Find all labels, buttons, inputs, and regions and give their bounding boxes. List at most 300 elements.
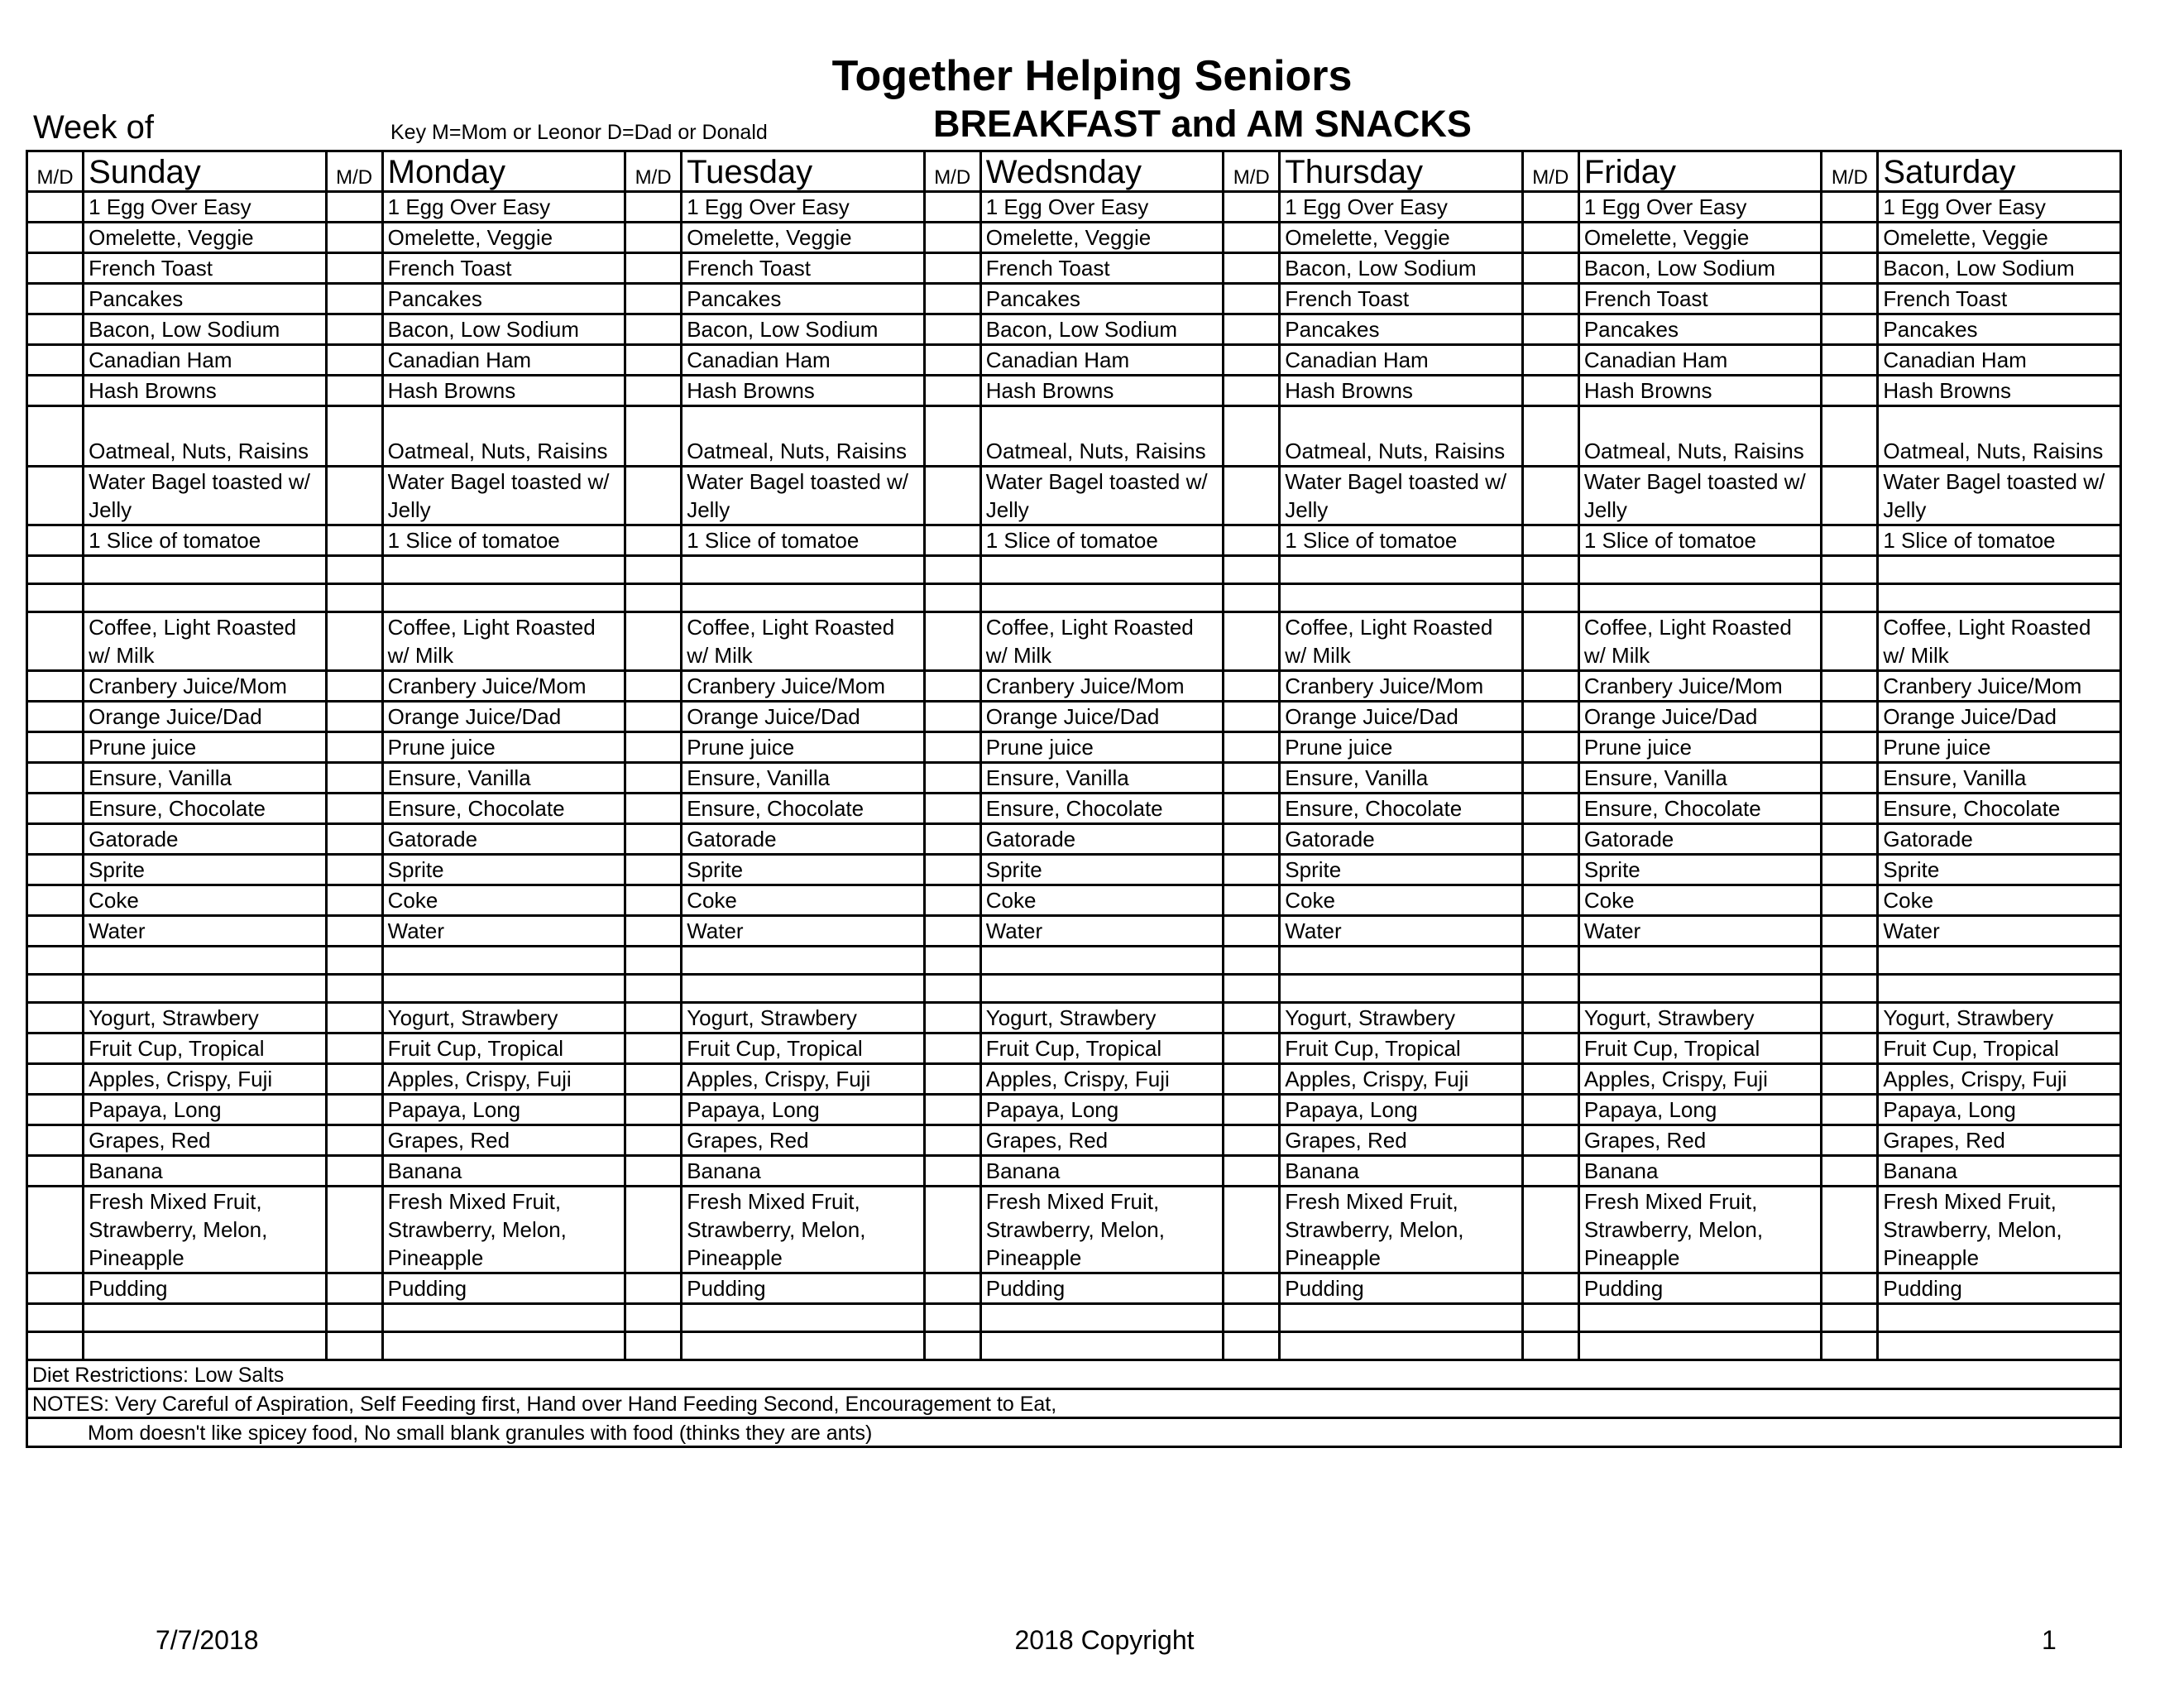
md-checkbox-cell[interactable] [924, 1156, 980, 1187]
md-checkbox-cell[interactable] [27, 1064, 84, 1095]
md-checkbox-cell[interactable] [1822, 671, 1878, 702]
md-checkbox-cell[interactable] [1522, 612, 1578, 671]
md-checkbox-cell[interactable] [27, 1125, 84, 1156]
menu-item-cell [682, 584, 924, 612]
md-checkbox-cell[interactable] [326, 1095, 382, 1125]
md-checkbox-cell[interactable] [326, 223, 382, 253]
menu-item-cell: Gatorade [1578, 824, 1821, 855]
md-checkbox-cell[interactable] [1522, 556, 1578, 584]
md-checkbox-cell[interactable] [1522, 947, 1578, 975]
md-checkbox-cell[interactable] [1522, 1033, 1578, 1064]
md-checkbox-cell[interactable] [924, 223, 980, 253]
md-checkbox-cell[interactable] [1822, 525, 1878, 556]
menu-item-cell: Sprite [382, 855, 625, 885]
md-checkbox-cell[interactable] [924, 671, 980, 702]
md-checkbox-cell[interactable] [924, 1187, 980, 1273]
md-checkbox-cell[interactable] [625, 192, 682, 223]
md-checkbox-cell[interactable] [1522, 1273, 1578, 1304]
md-checkbox-cell[interactable] [1822, 824, 1878, 855]
md-checkbox-cell[interactable] [27, 525, 84, 556]
menu-item-cell: Water [1878, 916, 2121, 947]
md-checkbox-cell[interactable] [924, 467, 980, 525]
md-checkbox-cell[interactable] [1224, 947, 1280, 975]
md-checkbox-cell[interactable] [625, 732, 682, 763]
md-checkbox-cell[interactable] [924, 1304, 980, 1332]
menu-item-cell: Gatorade [382, 824, 625, 855]
menu-item-cell: 1 Slice of tomatoe [84, 525, 326, 556]
day-header-monday: Monday [382, 151, 625, 192]
md-checkbox-cell[interactable] [1822, 223, 1878, 253]
md-checkbox-cell[interactable] [326, 702, 382, 732]
md-checkbox-cell[interactable] [27, 947, 84, 975]
md-checkbox-cell[interactable] [326, 671, 382, 702]
md-checkbox-cell[interactable] [326, 975, 382, 1003]
menu-item-cell [1578, 947, 1821, 975]
md-checkbox-cell[interactable] [1224, 1187, 1280, 1273]
md-checkbox-cell[interactable] [625, 612, 682, 671]
md-checkbox-cell[interactable] [1224, 406, 1280, 467]
md-checkbox-cell[interactable] [1822, 192, 1878, 223]
md-checkbox-cell[interactable] [27, 1187, 84, 1273]
md-checkbox-cell[interactable] [326, 732, 382, 763]
md-checkbox-cell[interactable] [27, 376, 84, 406]
md-checkbox-cell[interactable] [326, 1125, 382, 1156]
md-checkbox-cell[interactable] [1224, 467, 1280, 525]
md-checkbox-cell[interactable] [326, 1003, 382, 1033]
md-checkbox-cell[interactable] [1822, 345, 1878, 376]
md-checkbox-cell[interactable] [326, 1033, 382, 1064]
md-checkbox-cell[interactable] [924, 556, 980, 584]
md-checkbox-cell[interactable] [326, 284, 382, 314]
md-checkbox-cell[interactable] [27, 584, 84, 612]
menu-item-cell: Omelette, Veggie [682, 223, 924, 253]
md-checkbox-cell[interactable] [1822, 702, 1878, 732]
md-checkbox-cell[interactable] [924, 1125, 980, 1156]
md-checkbox-cell[interactable] [1522, 732, 1578, 763]
md-checkbox-cell[interactable] [1224, 975, 1280, 1003]
md-checkbox-cell[interactable] [27, 1095, 84, 1125]
md-checkbox-cell[interactable] [924, 1095, 980, 1125]
md-checkbox-cell[interactable] [1822, 584, 1878, 612]
md-checkbox-cell[interactable] [1822, 975, 1878, 1003]
header-row [27, 151, 2121, 192]
md-checkbox-cell[interactable] [326, 1064, 382, 1095]
md-checkbox-cell[interactable] [326, 916, 382, 947]
md-checkbox-cell[interactable] [1224, 1125, 1280, 1156]
md-checkbox-cell[interactable] [1522, 702, 1578, 732]
md-checkbox-cell[interactable] [924, 916, 980, 947]
md-checkbox-cell[interactable] [27, 1033, 84, 1064]
key-legend: Key M=Mom or Leonor D=Dad or Donald [390, 121, 768, 144]
md-checkbox-cell[interactable] [1224, 584, 1280, 612]
md-checkbox-cell[interactable] [27, 1332, 84, 1360]
md-checkbox-cell[interactable] [1224, 556, 1280, 584]
md-checkbox-cell[interactable] [625, 794, 682, 824]
menu-item-cell: Omelette, Veggie [1578, 223, 1821, 253]
md-checkbox-cell[interactable] [625, 1033, 682, 1064]
md-checkbox-cell[interactable] [924, 763, 980, 794]
menu-item-cell: Prune juice [382, 732, 625, 763]
md-checkbox-cell[interactable] [27, 885, 84, 916]
table-row [27, 855, 2121, 885]
md-checkbox-cell[interactable] [924, 732, 980, 763]
md-checkbox-cell[interactable] [1522, 376, 1578, 406]
md-checkbox-cell[interactable] [1522, 1125, 1578, 1156]
menu-item-cell: Water [682, 916, 924, 947]
md-checkbox-cell[interactable] [27, 671, 84, 702]
md-checkbox-cell[interactable] [625, 855, 682, 885]
menu-item-cell [682, 975, 924, 1003]
md-checkbox-cell[interactable] [1224, 1304, 1280, 1332]
md-checkbox-cell[interactable] [625, 1187, 682, 1273]
md-checkbox-cell[interactable] [326, 612, 382, 671]
md-checkbox-cell[interactable] [1522, 223, 1578, 253]
md-checkbox-cell[interactable] [1822, 1033, 1878, 1064]
md-checkbox-cell[interactable] [924, 525, 980, 556]
menu-item-cell [980, 947, 1223, 975]
md-checkbox-cell[interactable] [1522, 192, 1578, 223]
md-checkbox-cell[interactable] [1822, 1273, 1878, 1304]
md-checkbox-cell[interactable] [326, 885, 382, 916]
md-checkbox-cell[interactable] [27, 556, 84, 584]
md-checkbox-cell[interactable] [27, 824, 84, 855]
md-checkbox-cell[interactable] [1522, 525, 1578, 556]
md-checkbox-cell[interactable] [625, 467, 682, 525]
menu-item-cell: Bacon, Low Sodium [1878, 253, 2121, 284]
md-checkbox-cell[interactable] [1522, 406, 1578, 467]
menu-item-cell: Pancakes [1878, 314, 2121, 345]
menu-item-cell: Apples, Crispy, Fuji [1280, 1064, 1522, 1095]
md-checkbox-cell[interactable] [924, 1033, 980, 1064]
md-checkbox-cell[interactable] [625, 671, 682, 702]
md-checkbox-cell[interactable] [1822, 1187, 1878, 1273]
md-checkbox-cell[interactable] [1522, 1304, 1578, 1332]
md-checkbox-cell[interactable] [1224, 1003, 1280, 1033]
md-checkbox-cell[interactable] [625, 406, 682, 467]
md-checkbox-cell[interactable] [1522, 671, 1578, 702]
md-checkbox-cell[interactable] [1522, 345, 1578, 376]
md-checkbox-cell[interactable] [924, 376, 980, 406]
md-checkbox-cell[interactable] [27, 732, 84, 763]
md-checkbox-cell[interactable] [1522, 975, 1578, 1003]
md-checkbox-cell[interactable] [27, 916, 84, 947]
md-checkbox-cell[interactable] [326, 192, 382, 223]
md-checkbox-cell[interactable] [924, 584, 980, 612]
md-checkbox-cell[interactable] [625, 1095, 682, 1125]
md-checkbox-cell[interactable] [924, 253, 980, 284]
md-checkbox-cell[interactable] [1522, 794, 1578, 824]
md-checkbox-cell[interactable] [27, 406, 84, 467]
md-checkbox-cell[interactable] [326, 376, 382, 406]
md-checkbox-cell[interactable] [27, 1156, 84, 1187]
md-checkbox-cell[interactable] [1522, 885, 1578, 916]
md-checkbox-cell[interactable] [924, 855, 980, 885]
md-checkbox-cell[interactable] [1522, 284, 1578, 314]
md-checkbox-cell[interactable] [326, 525, 382, 556]
md-checkbox-cell[interactable] [27, 223, 84, 253]
md-checkbox-cell[interactable] [1224, 253, 1280, 284]
md-checkbox-cell[interactable] [326, 253, 382, 284]
md-checkbox-cell[interactable] [924, 192, 980, 223]
md-checkbox-cell[interactable] [1822, 556, 1878, 584]
md-checkbox-cell[interactable] [1522, 1332, 1578, 1360]
md-checkbox-cell[interactable] [1522, 1187, 1578, 1273]
md-checkbox-cell[interactable] [1822, 855, 1878, 885]
md-checkbox-cell[interactable] [625, 824, 682, 855]
md-checkbox-cell[interactable] [1522, 916, 1578, 947]
md-checkbox-cell[interactable] [625, 376, 682, 406]
md-checkbox-cell[interactable] [1822, 1003, 1878, 1033]
md-checkbox-cell[interactable] [326, 556, 382, 584]
md-checkbox-cell[interactable] [1822, 1095, 1878, 1125]
table-row [27, 1332, 2121, 1360]
md-checkbox-cell[interactable] [625, 1003, 682, 1033]
md-checkbox-cell[interactable] [924, 702, 980, 732]
md-checkbox-cell[interactable] [326, 467, 382, 525]
md-checkbox-cell[interactable] [625, 556, 682, 584]
md-checkbox-cell[interactable] [1822, 1125, 1878, 1156]
md-checkbox-cell[interactable] [326, 855, 382, 885]
md-checkbox-cell[interactable] [625, 702, 682, 732]
md-checkbox-cell[interactable] [1822, 253, 1878, 284]
md-checkbox-cell[interactable] [1522, 855, 1578, 885]
md-checkbox-cell[interactable] [924, 824, 980, 855]
md-checkbox-cell[interactable] [1224, 794, 1280, 824]
md-checkbox-cell[interactable] [1224, 314, 1280, 345]
md-checkbox-cell[interactable] [326, 824, 382, 855]
footer-date: 7/7/2018 [156, 1625, 259, 1655]
md-checkbox-cell[interactable] [625, 1273, 682, 1304]
menu-item-cell: Papaya, Long [1878, 1095, 2121, 1125]
md-checkbox-cell[interactable] [1822, 732, 1878, 763]
md-checkbox-cell[interactable] [924, 794, 980, 824]
menu-item-cell [84, 584, 326, 612]
md-checkbox-cell[interactable] [1224, 885, 1280, 916]
md-checkbox-cell[interactable] [27, 855, 84, 885]
table-row [27, 885, 2121, 916]
md-checkbox-cell[interactable] [1522, 314, 1578, 345]
menu-item-cell: Sprite [980, 855, 1223, 885]
md-checkbox-cell[interactable] [1224, 525, 1280, 556]
menu-item-cell [1878, 947, 2121, 975]
md-checkbox-cell[interactable] [924, 1064, 980, 1095]
menu-item-cell: Omelette, Veggie [1878, 223, 2121, 253]
md-checkbox-cell[interactable] [27, 794, 84, 824]
md-checkbox-cell[interactable] [326, 1187, 382, 1273]
md-checkbox-cell[interactable] [1224, 1064, 1280, 1095]
menu-item-cell: 1 Egg Over Easy [1578, 192, 1821, 223]
md-checkbox-cell[interactable] [27, 702, 84, 732]
md-checkbox-cell[interactable] [924, 1332, 980, 1360]
menu-item-cell: Cranbery Juice/Mom [980, 671, 1223, 702]
md-checkbox-cell[interactable] [625, 1332, 682, 1360]
md-checkbox-cell[interactable] [1822, 376, 1878, 406]
md-checkbox-cell[interactable] [924, 1273, 980, 1304]
notes-line-1: NOTES: Very Careful of Aspiration, Self Feeding first, Hand over Hand Feeding Second, Encouragement to Eat, [27, 1389, 2121, 1418]
md-checkbox-cell[interactable] [326, 584, 382, 612]
md-checkbox-cell[interactable] [1522, 763, 1578, 794]
menu-item-cell: Omelette, Veggie [382, 223, 625, 253]
menu-item-cell [382, 1332, 625, 1360]
menu-item-cell: Papaya, Long [980, 1095, 1223, 1125]
md-checkbox-cell[interactable] [1224, 612, 1280, 671]
md-checkbox-cell[interactable] [625, 1156, 682, 1187]
md-checkbox-cell[interactable] [924, 314, 980, 345]
md-checkbox-cell[interactable] [1822, 284, 1878, 314]
md-checkbox-cell[interactable] [1224, 345, 1280, 376]
md-checkbox-cell[interactable] [27, 253, 84, 284]
md-checkbox-cell[interactable] [1224, 824, 1280, 855]
menu-item-cell: French Toast [1878, 284, 2121, 314]
md-checkbox-cell[interactable] [1224, 702, 1280, 732]
menu-item-cell: Coffee, Light Roasted w/ Milk [980, 612, 1223, 671]
md-checkbox-cell[interactable] [1822, 947, 1878, 975]
menu-item-cell [1280, 556, 1522, 584]
md-checkbox-cell[interactable] [326, 345, 382, 376]
md-checkbox-cell[interactable] [1522, 584, 1578, 612]
md-checkbox-cell[interactable] [1822, 314, 1878, 345]
md-checkbox-cell[interactable] [625, 947, 682, 975]
md-checkbox-cell[interactable] [1224, 1332, 1280, 1360]
md-checkbox-cell[interactable] [1224, 1095, 1280, 1125]
md-checkbox-cell[interactable] [625, 975, 682, 1003]
md-checkbox-cell[interactable] [924, 612, 980, 671]
md-checkbox-cell[interactable] [1224, 855, 1280, 885]
md-checkbox-cell[interactable] [1522, 1064, 1578, 1095]
menu-item-cell: Fruit Cup, Tropical [382, 1033, 625, 1064]
md-checkbox-cell[interactable] [326, 1332, 382, 1360]
md-checkbox-cell[interactable] [625, 1304, 682, 1332]
table-row [27, 763, 2121, 794]
md-checkbox-cell[interactable] [625, 525, 682, 556]
md-checkbox-cell[interactable] [27, 612, 84, 671]
md-checkbox-cell[interactable] [1822, 794, 1878, 824]
md-checkbox-cell[interactable] [1522, 1003, 1578, 1033]
md-checkbox-cell[interactable] [1822, 1304, 1878, 1332]
md-checkbox-cell[interactable] [1822, 467, 1878, 525]
md-checkbox-cell[interactable] [625, 345, 682, 376]
md-checkbox-cell[interactable] [326, 1273, 382, 1304]
md-checkbox-cell[interactable] [1522, 1156, 1578, 1187]
md-checkbox-cell[interactable] [1224, 192, 1280, 223]
md-checkbox-cell[interactable] [1224, 1033, 1280, 1064]
menu-item-cell [980, 975, 1223, 1003]
md-checkbox-cell[interactable] [1822, 1332, 1878, 1360]
md-checkbox-cell[interactable] [326, 1304, 382, 1332]
md-checkbox-cell[interactable] [27, 314, 84, 345]
md-checkbox-cell[interactable] [326, 314, 382, 345]
menu-item-cell: Hash Browns [980, 376, 1223, 406]
menu-item-cell: French Toast [980, 253, 1223, 284]
menu-item-cell: Banana [84, 1156, 326, 1187]
md-checkbox-cell[interactable] [625, 314, 682, 345]
md-checkbox-cell[interactable] [27, 1003, 84, 1033]
md-checkbox-cell[interactable] [625, 1064, 682, 1095]
menu-item-cell: Water Bagel toasted w/ Jelly [682, 467, 924, 525]
menu-item-cell: Ensure, Vanilla [1878, 763, 2121, 794]
day-header-wedsnday: Wedsnday [980, 151, 1223, 192]
md-checkbox-cell[interactable] [1822, 1064, 1878, 1095]
md-checkbox-cell[interactable] [27, 192, 84, 223]
md-checkbox-cell[interactable] [625, 253, 682, 284]
md-checkbox-cell[interactable] [1822, 406, 1878, 467]
md-checkbox-cell[interactable] [1822, 612, 1878, 671]
md-checkbox-cell[interactable] [1224, 763, 1280, 794]
menu-item-cell: Hash Browns [84, 376, 326, 406]
md-checkbox-cell[interactable] [326, 947, 382, 975]
menu-item-cell: Pancakes [980, 284, 1223, 314]
md-checkbox-cell[interactable] [924, 284, 980, 314]
md-checkbox-cell[interactable] [1522, 253, 1578, 284]
md-checkbox-cell[interactable] [326, 794, 382, 824]
md-checkbox-cell[interactable] [625, 763, 682, 794]
md-header: M/D [326, 151, 382, 192]
menu-item-cell: Fruit Cup, Tropical [682, 1033, 924, 1064]
md-checkbox-cell[interactable] [1822, 916, 1878, 947]
md-header: M/D [1522, 151, 1578, 192]
md-checkbox-cell[interactable] [625, 1125, 682, 1156]
md-checkbox-cell[interactable] [1224, 1273, 1280, 1304]
menu-item-cell: Coke [382, 885, 625, 916]
md-checkbox-cell[interactable] [1224, 376, 1280, 406]
md-checkbox-cell[interactable] [27, 345, 84, 376]
md-checkbox-cell[interactable] [924, 345, 980, 376]
md-checkbox-cell[interactable] [625, 885, 682, 916]
menu-item-cell: Yogurt, Strawbery [682, 1003, 924, 1033]
md-checkbox-cell[interactable] [27, 1273, 84, 1304]
md-checkbox-cell[interactable] [326, 763, 382, 794]
md-checkbox-cell[interactable] [1224, 1156, 1280, 1187]
menu-item-cell [1280, 1332, 1522, 1360]
md-checkbox-cell[interactable] [326, 406, 382, 467]
md-checkbox-cell[interactable] [924, 406, 980, 467]
md-checkbox-cell[interactable] [27, 763, 84, 794]
md-checkbox-cell[interactable] [27, 467, 84, 525]
md-checkbox-cell[interactable] [1224, 916, 1280, 947]
md-checkbox-cell[interactable] [924, 885, 980, 916]
md-checkbox-cell[interactable] [1224, 671, 1280, 702]
menu-item-cell: Grapes, Red [84, 1125, 326, 1156]
notes-row [27, 1389, 2121, 1418]
table-row [27, 671, 2121, 702]
md-checkbox-cell[interactable] [326, 1156, 382, 1187]
md-checkbox-cell[interactable] [924, 975, 980, 1003]
md-checkbox-cell[interactable] [924, 1003, 980, 1033]
md-checkbox-cell[interactable] [625, 223, 682, 253]
md-checkbox-cell[interactable] [1822, 885, 1878, 916]
md-checkbox-cell[interactable] [1522, 467, 1578, 525]
md-checkbox-cell[interactable] [1822, 763, 1878, 794]
md-checkbox-cell[interactable] [924, 947, 980, 975]
md-checkbox-cell[interactable] [27, 975, 84, 1003]
md-checkbox-cell[interactable] [1822, 1156, 1878, 1187]
md-checkbox-cell[interactable] [1522, 1095, 1578, 1125]
table-row [27, 1273, 2121, 1304]
md-checkbox-cell[interactable] [27, 1304, 84, 1332]
md-checkbox-cell[interactable] [1224, 284, 1280, 314]
md-checkbox-cell[interactable] [1522, 824, 1578, 855]
md-checkbox-cell[interactable] [625, 284, 682, 314]
menu-item-cell: Hash Browns [1280, 376, 1522, 406]
menu-item-cell: Oatmeal, Nuts, Raisins [84, 406, 326, 467]
md-header: M/D [1822, 151, 1878, 192]
md-checkbox-cell[interactable] [1224, 732, 1280, 763]
md-checkbox-cell[interactable] [625, 916, 682, 947]
menu-item-cell: Coffee, Light Roasted w/ Milk [84, 612, 326, 671]
md-checkbox-cell[interactable] [625, 584, 682, 612]
md-checkbox-cell[interactable] [27, 284, 84, 314]
md-checkbox-cell[interactable] [1224, 223, 1280, 253]
